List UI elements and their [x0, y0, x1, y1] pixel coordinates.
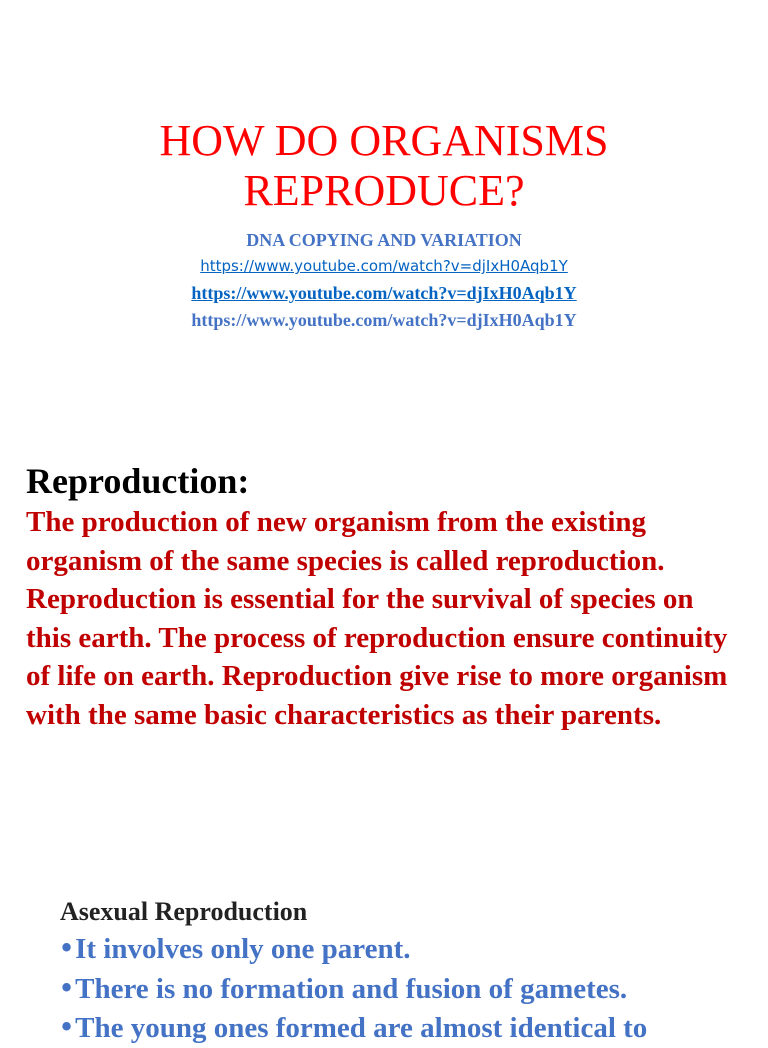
list-item — [58, 969, 758, 1009]
importance-paragraph: Reproduction is essential for the survival of species on this earth. The process of reproduction ensure continuity of life on earth. Reproduction give rise to more organism with the same basic characteristics as their parents. — [26, 583, 728, 731]
bullet-icon: • — [58, 970, 76, 1005]
subtitle: DNA COPYING AND VARIATION — [246, 230, 522, 250]
list-item — [58, 929, 758, 969]
title-slide — [0, 0, 768, 420]
title-line-2: REPRODUCE? — [243, 166, 525, 215]
bullet-text: The young ones formed are almost identical to — [75, 1012, 648, 1044]
reproduction-heading: Reproduction: — [26, 461, 250, 501]
bullet-icon: • — [58, 1010, 76, 1044]
list-item — [58, 1008, 758, 1048]
bullet-text: There is no formation and fusion of gametes. — [75, 972, 628, 1005]
youtube-link-3: https://www.youtube.com/watch?v=djIxH0Aqb1Y — [191, 310, 577, 330]
asexual-bullet-list — [58, 929, 758, 1048]
bullet-icon: • — [58, 931, 76, 965]
page-title — [0, 116, 768, 216]
title-line-1: HOW DO ORGANISMS — [159, 116, 609, 165]
definition-paragraph: The production of new organism from the existing organism of the same species is called reproduction. — [26, 506, 665, 577]
bullet-text: It involves only one parent. — [75, 933, 411, 965]
asexual-heading: Asexual Reproduction — [60, 897, 308, 926]
reproduction-body — [26, 503, 736, 734]
youtube-link-2[interactable]: https://www.youtube.com/watch?v=djIxH0Aqb1Y — [191, 283, 577, 303]
youtube-link-1[interactable]: https://www.youtube.com/watch?v=djIxH0Aqb1Y — [200, 257, 568, 275]
